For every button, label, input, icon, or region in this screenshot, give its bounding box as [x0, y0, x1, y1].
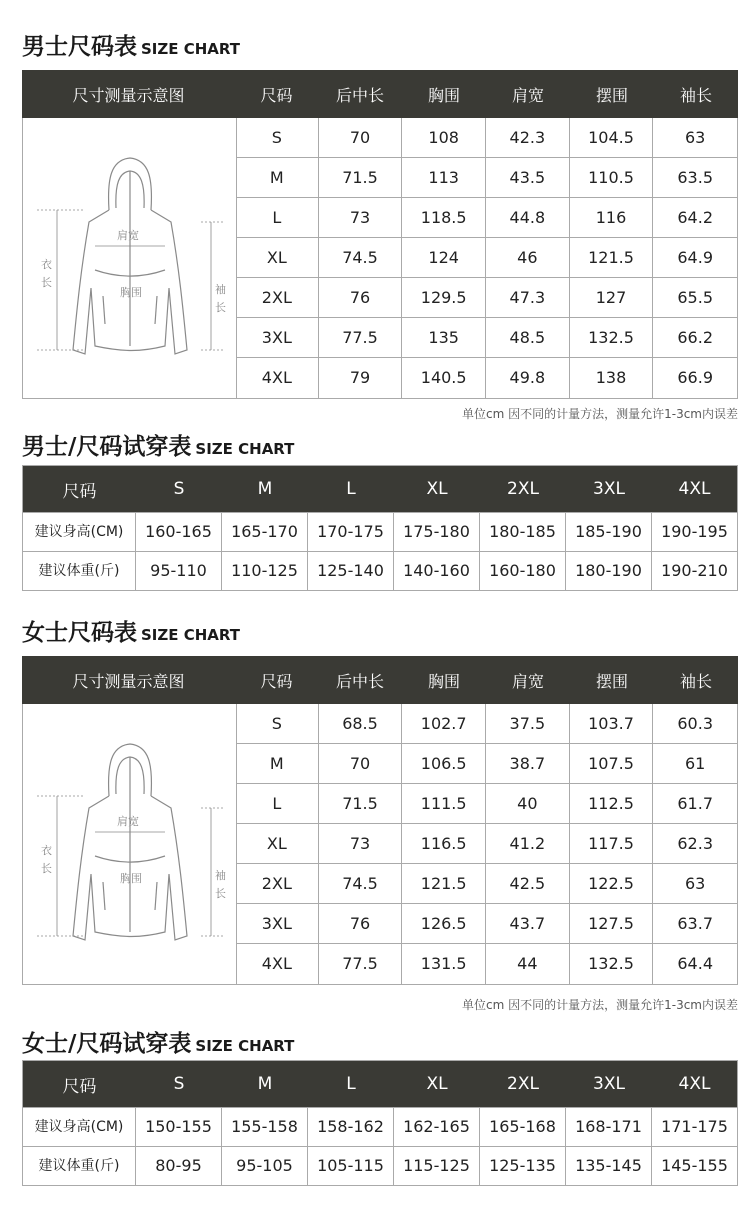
table-row [236, 704, 737, 744]
value-cell: 37.5 [486, 704, 570, 743]
value-cell: 111.5 [402, 784, 486, 823]
header-cell: L [346, 479, 356, 499]
men-size-title-en: SIZE CHART [141, 40, 241, 58]
diagram-label-length: 衣 [41, 844, 52, 857]
range-cell: 140-160 [394, 552, 480, 590]
men-fit-title [22, 428, 294, 461]
table-row [236, 904, 737, 944]
table-row [236, 238, 737, 278]
value-cell: 70 [319, 118, 403, 157]
table-header [23, 1061, 737, 1107]
diagram-label-sleeve: 长 [215, 301, 226, 314]
value-cell: 116 [570, 198, 654, 237]
range-cell: 150-155 [136, 1108, 222, 1146]
range-cell: 115-125 [394, 1147, 480, 1185]
value-cell: 74.5 [319, 238, 403, 277]
size-cell: XL [236, 824, 319, 863]
range-cell: 190-210 [661, 561, 728, 580]
men-fit-table [22, 465, 738, 591]
value-cell: 71.5 [319, 784, 403, 823]
men-size-title-cn: 男士尺码表 [22, 34, 137, 60]
table-row [236, 358, 737, 398]
size-cell: S [236, 118, 319, 157]
range-cell: 158-162 [308, 1108, 394, 1146]
header-cell: 尺码 [260, 85, 293, 105]
women-size-table [22, 656, 738, 985]
value-cell: 76 [319, 904, 403, 943]
range-cell: 170-175 [308, 513, 394, 551]
value-cell: 68.5 [319, 704, 403, 743]
diagram-label-chest: 胸围 [120, 872, 142, 885]
header-cell: 肩宽 [511, 85, 544, 105]
size-cell: 3XL [236, 318, 319, 357]
table-row [236, 198, 737, 238]
value-cell: 140.5 [402, 358, 486, 398]
value-cell: 138 [570, 358, 654, 398]
value-cell: 127.5 [570, 904, 654, 943]
range-cell: 165-170 [222, 513, 308, 551]
value-cell: 63 [685, 128, 706, 147]
value-cell: 64.2 [677, 208, 713, 227]
header-cell: 尺寸测量示意图 [72, 671, 185, 691]
header-cell: 尺码 [62, 1076, 97, 1097]
measurement-diagram [23, 704, 237, 984]
range-cell: 155-158 [222, 1108, 308, 1146]
range-cell: 125-135 [480, 1147, 566, 1185]
value-cell: 113 [402, 158, 486, 197]
range-cell: 95-110 [136, 552, 222, 590]
value-cell: 104.5 [570, 118, 654, 157]
women-fit-title-cn: 女士/尺码试穿表 [22, 1031, 192, 1057]
header-cell: 摆围 [595, 85, 628, 105]
value-cell: 41.2 [486, 824, 570, 863]
range-cell: 168-171 [566, 1108, 652, 1146]
header-cell: 袖长 [679, 671, 712, 691]
value-cell: 47.3 [486, 278, 570, 317]
table-row [23, 551, 737, 590]
value-cell: 61 [685, 754, 706, 773]
size-cell: L [236, 198, 319, 237]
range-cell: 95-105 [222, 1147, 308, 1185]
size-cell: 4XL [236, 358, 319, 398]
value-cell: 116.5 [402, 824, 486, 863]
diagram-label-chest: 胸围 [120, 286, 142, 299]
value-cell: 74.5 [319, 864, 403, 903]
value-cell: 103.7 [570, 704, 654, 743]
value-cell: 43.7 [486, 904, 570, 943]
table-row [236, 118, 737, 158]
table-row [23, 1107, 737, 1146]
value-cell: 126.5 [402, 904, 486, 943]
table-header [22, 70, 738, 118]
value-cell: 71.5 [319, 158, 403, 197]
header-cell: 尺码 [260, 671, 293, 691]
value-cell: 76 [319, 278, 403, 317]
value-cell: 121.5 [402, 864, 486, 903]
value-cell: 64.4 [677, 954, 713, 973]
header-cell: M [257, 479, 273, 499]
women-fit-table [22, 1060, 738, 1186]
value-cell: 66.2 [677, 328, 713, 347]
table-body [22, 118, 738, 399]
range-cell: 180-190 [566, 552, 652, 590]
women-size-title [22, 614, 240, 647]
table-row [23, 512, 737, 551]
value-cell: 62.3 [677, 834, 713, 853]
table-header [22, 656, 738, 704]
header-cell: 摆围 [595, 671, 628, 691]
size-cell: M [236, 158, 319, 197]
header-cell: XL [426, 1074, 448, 1094]
diagram-label-shoulder: 肩宽 [117, 815, 139, 828]
value-cell: 70 [319, 744, 403, 783]
table-row [236, 944, 737, 984]
range-cell: 125-140 [308, 552, 394, 590]
measurement-diagram [23, 118, 237, 398]
size-cell: M [236, 744, 319, 783]
row-label: 建议体重(斤) [23, 1147, 136, 1185]
range-cell: 171-175 [661, 1117, 728, 1136]
table-row [236, 158, 737, 198]
range-cell: 190-195 [661, 522, 728, 541]
value-cell: 46 [486, 238, 570, 277]
value-cell: 117.5 [570, 824, 654, 863]
header-cell: 2XL [507, 479, 539, 499]
header-cell: 胸围 [427, 85, 460, 105]
value-cell: 106.5 [402, 744, 486, 783]
header-cell: 袖长 [679, 85, 712, 105]
diagram-label-length: 衣 [41, 258, 52, 271]
value-cell: 77.5 [319, 944, 403, 984]
value-cell: 60.3 [677, 714, 713, 733]
header-cell: 肩宽 [511, 671, 544, 691]
diagram-label-sleeve: 长 [215, 887, 226, 900]
value-cell: 73 [319, 824, 403, 863]
value-cell: 132.5 [570, 318, 654, 357]
women-size-title-en: SIZE CHART [141, 626, 241, 644]
jacket-outline-5 [155, 882, 157, 910]
size-cell: L [236, 784, 319, 823]
women-fit-title [22, 1025, 294, 1058]
value-cell: 77.5 [319, 318, 403, 357]
header-cell: 后中长 [335, 671, 384, 691]
row-label: 建议身高(CM) [23, 513, 136, 551]
value-cell: 44 [486, 944, 570, 984]
value-cell: 63.7 [677, 914, 713, 933]
size-cell: 2XL [236, 278, 319, 317]
table-body [22, 704, 738, 985]
women-size-note: 单位cm 因不同的计量方法，测量允许1-3cm内误差 [462, 998, 738, 1012]
value-cell: 49.8 [486, 358, 570, 398]
value-cell: 122.5 [570, 864, 654, 903]
value-cell: 42.5 [486, 864, 570, 903]
diagram-label-sleeve: 袖 [215, 283, 226, 296]
range-cell: 185-190 [566, 513, 652, 551]
value-cell: 102.7 [402, 704, 486, 743]
size-cell: S [236, 704, 319, 743]
value-cell: 63 [685, 874, 706, 893]
value-cell: 64.9 [677, 248, 713, 267]
jacket-diagram [23, 704, 236, 984]
table-row [236, 744, 737, 784]
table-header [23, 466, 737, 512]
range-cell: 145-155 [661, 1156, 728, 1175]
row-label: 建议身高(CM) [23, 1108, 136, 1146]
range-cell: 105-115 [308, 1147, 394, 1185]
value-cell: 110.5 [570, 158, 654, 197]
value-cell: 42.3 [486, 118, 570, 157]
value-cell: 118.5 [402, 198, 486, 237]
table-row [236, 864, 737, 904]
value-cell: 132.5 [570, 944, 654, 984]
size-cell: 3XL [236, 904, 319, 943]
header-cell: S [173, 479, 185, 499]
value-cell: 43.5 [486, 158, 570, 197]
men-size-title [22, 28, 240, 61]
table-row [236, 824, 737, 864]
value-cell: 63.5 [677, 168, 713, 187]
size-cell: 4XL [236, 944, 319, 984]
value-cell: 107.5 [570, 744, 654, 783]
range-cell: 160-165 [136, 513, 222, 551]
header-cell: L [346, 1074, 356, 1094]
table-row [236, 318, 737, 358]
header-cell: 3XL [593, 479, 625, 499]
value-cell: 73 [319, 198, 403, 237]
value-cell: 108 [402, 118, 486, 157]
value-cell: 44.8 [486, 198, 570, 237]
range-cell: 180-185 [480, 513, 566, 551]
row-label: 建议体重(斤) [23, 552, 136, 590]
women-fit-title-en: SIZE CHART [195, 1037, 295, 1055]
diagram-label-length: 长 [41, 862, 52, 875]
header-cell: 4XL [678, 1074, 711, 1094]
value-cell: 131.5 [402, 944, 486, 984]
header-cell: M [257, 1074, 273, 1094]
diagram-label-shoulder: 肩宽 [117, 229, 139, 242]
range-cell: 160-180 [480, 552, 566, 590]
range-cell: 80-95 [136, 1147, 222, 1185]
header-cell: 3XL [593, 1074, 625, 1094]
table-row [236, 278, 737, 318]
women-size-title-cn: 女士尺码表 [22, 620, 137, 646]
value-cell: 40 [486, 784, 570, 823]
diagram-label-sleeve: 袖 [215, 869, 226, 882]
range-cell: 165-168 [480, 1108, 566, 1146]
value-cell: 135 [402, 318, 486, 357]
size-cell: 2XL [236, 864, 319, 903]
jacket-outline-4 [103, 296, 105, 324]
range-cell: 135-145 [566, 1147, 652, 1185]
value-cell: 66.9 [677, 368, 713, 387]
table-row [23, 1146, 737, 1185]
header-cell: 4XL [678, 479, 711, 499]
range-cell: 162-165 [394, 1108, 480, 1146]
diagram-label-length: 长 [41, 276, 52, 289]
range-cell: 175-180 [394, 513, 480, 551]
jacket-outline-5 [155, 296, 157, 324]
men-size-table [22, 70, 738, 399]
men-fit-title-cn: 男士/尺码试穿表 [22, 434, 192, 460]
header-cell: 后中长 [335, 85, 384, 105]
value-cell: 65.5 [677, 288, 713, 307]
value-cell: 121.5 [570, 238, 654, 277]
value-cell: 112.5 [570, 784, 654, 823]
value-cell: 61.7 [677, 794, 713, 813]
value-cell: 38.7 [486, 744, 570, 783]
jacket-outline-4 [103, 882, 105, 910]
header-cell: XL [426, 479, 448, 499]
range-cell: 110-125 [222, 552, 308, 590]
men-size-note: 单位cm 因不同的计量方法，测量允许1-3cm内误差 [462, 407, 738, 421]
header-cell: 胸围 [427, 671, 460, 691]
size-cell: XL [236, 238, 319, 277]
men-fit-title-en: SIZE CHART [195, 440, 295, 458]
header-cell: S [173, 1074, 185, 1094]
value-cell: 127 [570, 278, 654, 317]
header-cell: 尺码 [62, 481, 97, 502]
table-row [236, 784, 737, 824]
value-cell: 79 [319, 358, 403, 398]
value-cell: 124 [402, 238, 486, 277]
value-cell: 48.5 [486, 318, 570, 357]
value-cell: 129.5 [402, 278, 486, 317]
jacket-diagram [23, 118, 236, 398]
header-cell: 2XL [507, 1074, 539, 1094]
header-cell: 尺寸测量示意图 [72, 85, 185, 105]
